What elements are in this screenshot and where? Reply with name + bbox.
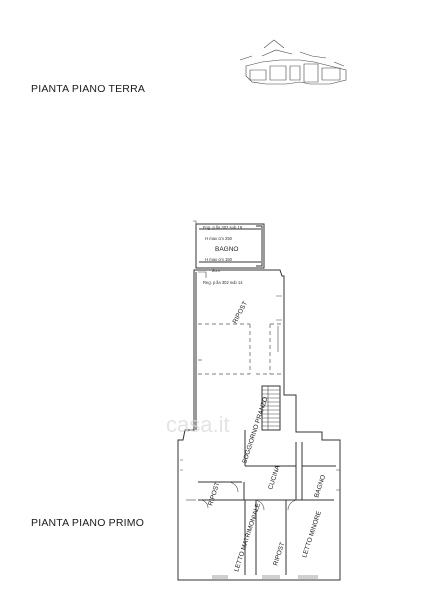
first-floor-title: PIANTA PIANO PRIMO xyxy=(31,517,145,529)
watermark: casa.it xyxy=(166,412,230,437)
note-foglio-main: Reg. p.lla 302 sub 14 xyxy=(203,280,243,285)
room-label-soggiorno: SOGGIORNO PRANZO xyxy=(241,396,270,465)
ground-floor-title: PIANTA PIANO TERRA xyxy=(31,83,146,95)
room-label-letto-minore: LETTO MINORE xyxy=(301,510,323,559)
room-label-bagno: BAGNO xyxy=(313,474,328,499)
room-label-letto-matrimoniale: LETTO MATRIMONIALE xyxy=(233,502,263,573)
room-label-ripost-mid: RIPOST xyxy=(207,481,222,507)
room-label-bagno-top: BAGNO xyxy=(215,246,239,253)
room-label-ripost-top: RIPOST xyxy=(231,300,250,325)
room-label-ripost-low: RIPOST xyxy=(272,541,287,567)
ground-floor-sketch xyxy=(240,40,346,84)
note-gap: 2cm xyxy=(212,268,220,273)
note-hmax-top: H max cm 250 xyxy=(205,236,232,241)
note-foglio-top: Fog. p.lla 302 sub 18 xyxy=(203,225,243,230)
room-label-cucina: CUCINA xyxy=(267,464,282,491)
note-hmin-top: H max cm 150 xyxy=(205,257,232,262)
